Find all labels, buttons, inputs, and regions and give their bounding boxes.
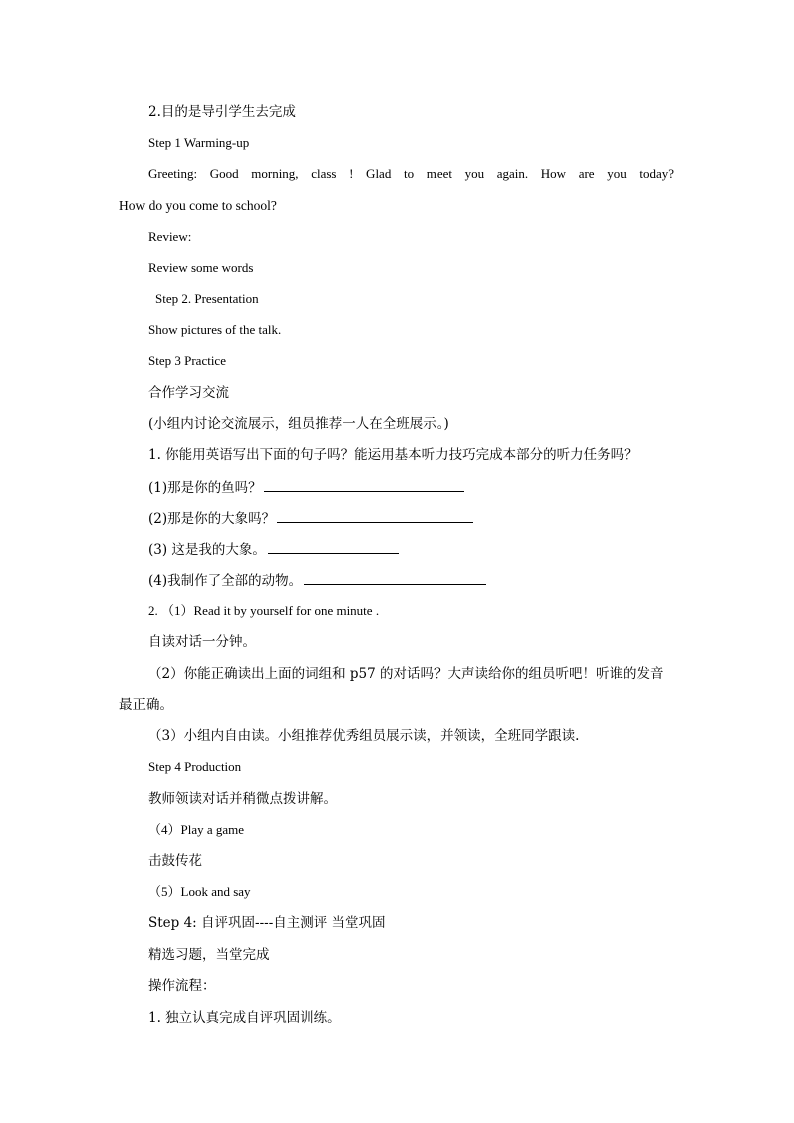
play-a-game: （4）Play a game (148, 822, 245, 837)
answer-blank-2[interactable] (277, 509, 473, 523)
review-words: Review some words (148, 260, 254, 275)
sentence-4-text: (4)我制作了全部的动物。 (148, 573, 303, 589)
sentence-3-text: (3) 这是我的大象。 (148, 542, 266, 558)
sentence-2 (148, 509, 473, 528)
pass-the-flower: 击鼓传花 (148, 853, 202, 869)
procedure-step-1: 1. 独立认真完成自评巩固训练。 (148, 1010, 341, 1026)
question-1: 1. 你能用英语写出下面的句子吗？能运用基本听力技巧完成本部分的听力任务吗？ (148, 447, 638, 463)
step4-production: Step 4 Production (148, 759, 242, 774)
review-label: Review: (148, 229, 192, 244)
step4-self-assessment: Step 4: 自评巩固----自主测评 当堂巩固 (148, 915, 386, 931)
read-aloud-continuation: 最正确。 (119, 697, 173, 713)
sentence-4 (148, 571, 486, 590)
answer-blank-4[interactable] (304, 571, 486, 585)
read-dialogue: 自读对话一分钟。 (148, 634, 256, 650)
greeting-line: Greeting: Good morning, class ! Glad to meet you again. How are you today? (148, 166, 674, 181)
sentence-2-text: (2)那是你的大象吗？ (148, 511, 276, 527)
greeting-continuation: How do you come to school? (119, 198, 277, 213)
step3-heading: Step 3 Practice (148, 353, 226, 368)
answer-blank-1[interactable] (264, 478, 464, 492)
sentence-1 (148, 478, 464, 497)
step1-heading: Step 1 Warming-up (148, 135, 250, 150)
cooperative-learning: 合作学习交流 (148, 385, 229, 401)
line-purpose: 2.目的是导引学生去完成 (148, 104, 296, 120)
procedure-label: 操作流程： (148, 978, 216, 994)
sentence-1-text: (1)那是你的鱼吗？ (148, 480, 262, 496)
read-aloud: （2）你能正确读出上面的词组和 p57 的对话吗？大声读给你的组员听吧！听谁的发音 (148, 666, 664, 682)
group-reading: （3）小组内自由读。小组推荐优秀组员展示读，并领读，全班同学跟读. (148, 728, 580, 744)
look-and-say: （5）Look and say (148, 884, 251, 899)
step2-heading: Step 2. Presentation (155, 291, 259, 306)
sentence-3 (148, 540, 399, 559)
read-by-yourself: 2. （1）Read it by yourself for one minute . (148, 603, 380, 618)
show-pictures: Show pictures of the talk. (148, 322, 282, 337)
teacher-leads: 教师领读对话并稍微点拨讲解。 (148, 791, 337, 807)
answer-blank-3[interactable] (268, 540, 399, 554)
group-discussion: (小组内讨论交流展示，组员推荐一人在全班展示。) (148, 416, 449, 432)
selected-exercises: 精选习题，当堂完成 (148, 947, 270, 963)
